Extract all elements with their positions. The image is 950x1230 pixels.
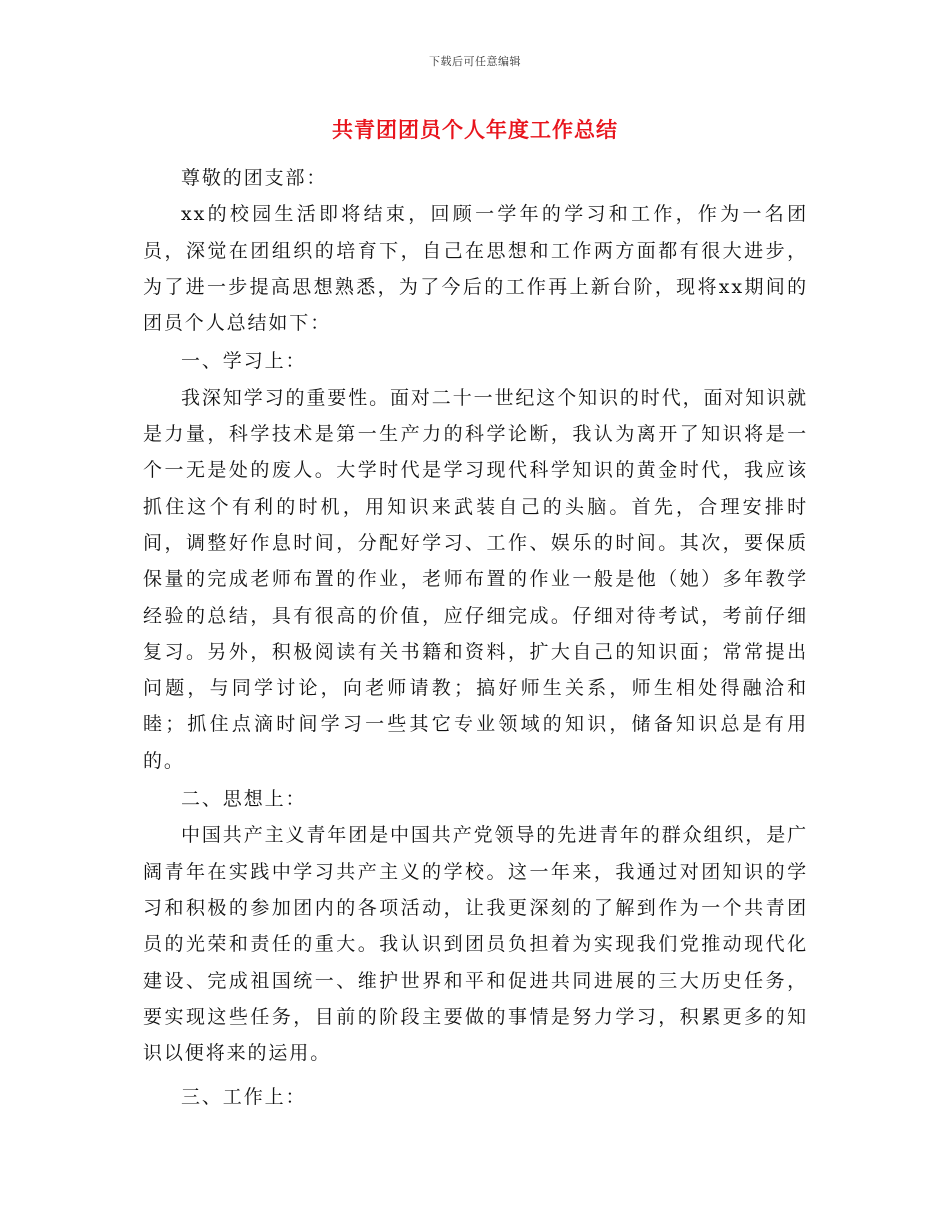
header-note: 下载后可任意编辑 bbox=[429, 55, 521, 68]
section-heading-work: 三、工作上： bbox=[181, 1086, 307, 1109]
section-body-thought: 中国共产主义青年团是中国共产党领导的先进青年的群众组织，是广阔青年在实践中学习共产主义的学校。这一年来，我通过对团知识的学习和积极的参加团内的各项活动，让我更深刻的了解到作为一个共青团员的光荣和责任的重大。我认识到团员负担着为实现我们党推动现代化建设、完成祖国统一、维护世界和平和促进共同进展的三大历史任务，要实现这些任务，目前的阶段主要做的事情是努力学习，积累更多的知识以便将来的运用。 bbox=[143, 824, 809, 1065]
section-heading-study: 一、学习上： bbox=[181, 350, 307, 373]
document-body bbox=[143, 160, 808, 1116]
intro-paragraph: xx的校园生活即将结束，回顾一学年的学习和工作，作为一名团员，深觉在团组织的培育下，自己在思想和工作两方面都有很大进步，为了进一步提高思想熟悉，为了今后的工作再上新台阶，现将xx期间的团员个人总结如下： bbox=[143, 203, 808, 335]
section-body-study: 我深知学习的重要性。面对二十一世纪这个知识的时代，面对知识就是力量，科学技术是第一生产力的科学论断，我认为离开了知识将是一个一无是处的废人。大学时代是学习现代科学知识的黄金时代，我应该抓住这个有利的时机，用知识来武装自己的头脑。首先，合理安排时间，调整好作息时间，分配好学习、工作、娱乐的时间。其次，要保质保量的完成老师布置的作业，老师布置的作业一般是他（她）多年教学经验的总结，具有很高的价值，应仔细完成。仔细对待考试，考前仔细复习。另外，积极阅读有关书籍和资料，扩大自己的知识面；常常提出问题，与同学讨论，向老师请教；搞好师生关系，师生相处得融洽和睦；抓住点滴时间学习一些其它专业领域的知识，储备知识总是有用的。 bbox=[143, 386, 809, 772]
document-title: 共青团团员个人年度工作总结 bbox=[332, 117, 618, 142]
salutation: 尊敬的团支部： bbox=[181, 167, 328, 189]
section-heading-thought: 二、思想上： bbox=[181, 788, 307, 811]
